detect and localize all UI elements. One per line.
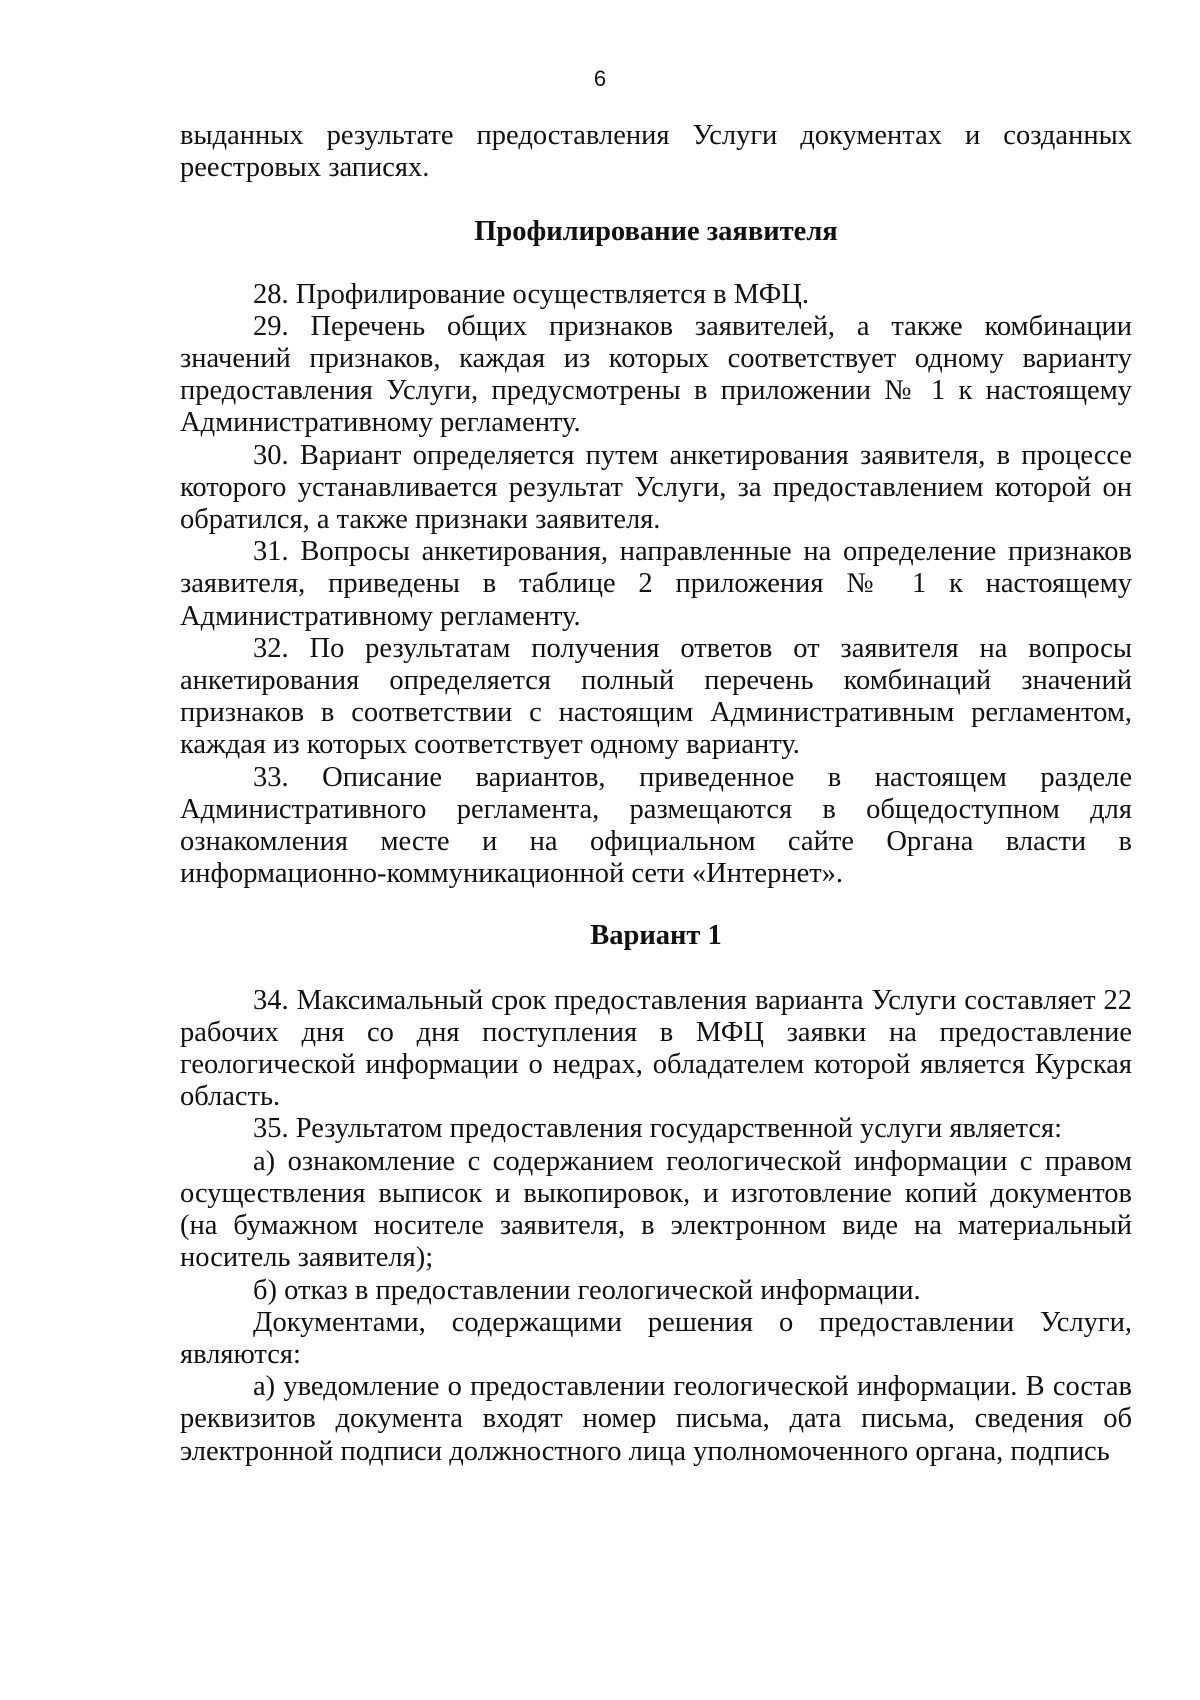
section-heading-variant-1: Вариант 1	[590, 920, 722, 952]
list-item-b: б) отказ в предоставлении геологической информации.	[253, 1274, 921, 1306]
list-item-notification: а) уведомление о предоставлении геологической информации. В состав реквизитов документа входят номер письма, дата письма, сведения об электронной подписи должностного лица уполномоченного органа, подпись	[180, 1371, 1132, 1467]
paragraph-33: 33. Описание вариантов, приведенное в настоящем разделе Административного регламента, размещаются в общедоступном для ознакомления месте и на официальном сайте Органа власти в информационно-коммуникационной сети «Интернет».	[180, 761, 1132, 890]
paragraph-34: 34. Максимальный срок предоставления варианта Услуги составляет 22 рабочих дня со дня поступления в МФЦ заявки на предоставление геологической информации о недрах, обладателем которой является Курская область.	[180, 984, 1132, 1113]
paragraph-31: 31. Вопросы анкетирования, направленные на определение признаков заявителя, приведены в таблице 2 приложения № 1 к настоящему Административному регламенту.	[180, 536, 1132, 632]
paragraph-35: 35. Результатом предоставления государственной услуги является:	[253, 1113, 1063, 1145]
paragraph-continuation: выданных результате предоставления Услуги документах и созданных реестровых записях.	[180, 120, 1132, 184]
paragraph-decision-documents: Документами, содержащими решения о предоставлении Услуги, являются:	[180, 1306, 1132, 1370]
page-number: 6	[593, 66, 607, 91]
paragraph-28: 28. Профилирование осуществляется в МФЦ.	[253, 278, 809, 310]
section-heading-profiling: Профилирование заявителя	[474, 216, 838, 248]
document-body	[180, 120, 1132, 1468]
list-item-a: а) ознакомление с содержанием геологической информации с правом осуществления выписок и выкопировок, и изготовление копий документов (на бумажном носителе заявителя, в электронном виде на материальный носитель заявителя);	[180, 1145, 1132, 1274]
paragraph-30: 30. Вариант определяется путем анкетирования заявителя, в процессе которого устанавливается результат Услуги, за предоставлением которой он обратился, а также признаки заявителя.	[180, 439, 1132, 536]
paragraph-32: 32. По результатам получения ответов от заявителя на вопросы анкетирования определяется полный перечень комбинаций значений признаков в соответствии с настоящим Административным регламентом, каждая из которых соответствует одному варианту.	[180, 632, 1132, 761]
paragraph-29: 29. Перечень общих признаков заявителей, а также комбинации значений признаков, каждая из которых соответствует одному варианту предоставления Услуги, предусмотрены в приложении № 1 к настоящему Административному регламенту.	[180, 310, 1132, 439]
